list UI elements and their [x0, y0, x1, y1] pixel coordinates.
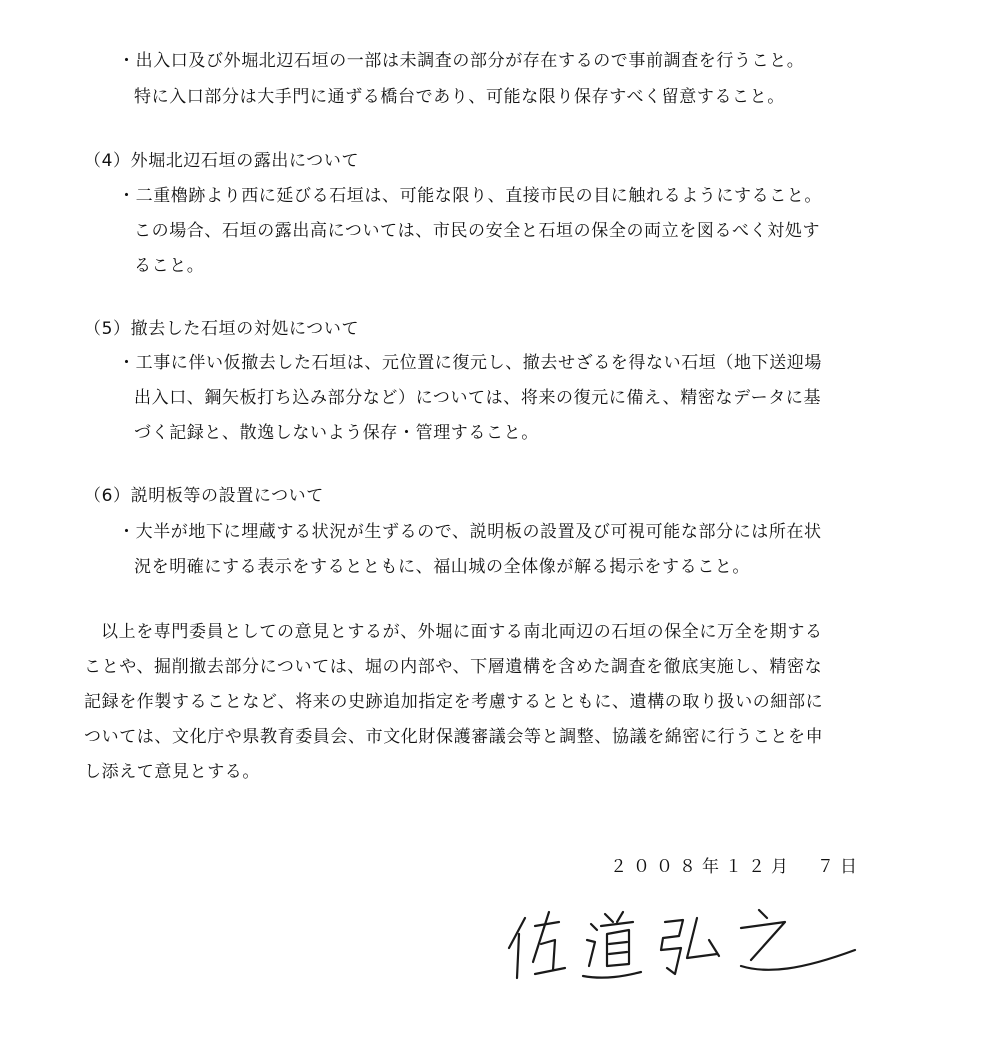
- section6-line2: 況を明確にする表示をするとともに、福山城の全体像が解る掲示をすること。: [134, 557, 750, 577]
- section5-heading: （5）撤去した石垣の対処について: [84, 319, 360, 339]
- section5-line1: ・工事に伴い仮撤去した石垣は、元位置に復元し、撤去せざるを得ない石垣（地下送迎場: [118, 353, 822, 373]
- section3-bullet-line1: ・出入口及び外堀北辺石垣の一部は未調査の部分が存在するので事前調査を行うこと。: [118, 51, 805, 71]
- section6-heading: （6）説明板等の設置について: [84, 486, 324, 506]
- section6-line1: ・大半が地下に埋蔵する状況が生ずるので、説明板の設置及び可視可能な部分には所在状: [118, 522, 822, 542]
- conclusion-line5: し添えて意見とする。: [84, 762, 260, 782]
- section5-line2: 出入口、鋼矢板打ち込み部分など）については、将来の復元に備え、精密なデータに基: [134, 388, 822, 408]
- conclusion-line1: 以上を専門委員としての意見とするが、外堀に面する南北両辺の石垣の保全に万全を期する: [101, 622, 823, 642]
- conclusion-line2: ことや、掘削撤去部分については、堀の内部や、下層遺構を含めた調査を徹底実施し、精密な: [84, 657, 823, 677]
- section3-bullet-line2: 特に入口部分は大手門に通ずる橋台であり、可能な限り保存すべく留意すること。: [134, 87, 785, 107]
- document-date: ２００８年１２月 ７日: [610, 857, 863, 877]
- conclusion-line3: 記録を作製することなど、将来の史跡追加指定を考慮するとともに、遺構の取り扱いの細部に: [84, 692, 824, 712]
- section4-line3: ること。: [134, 256, 205, 276]
- section4-line2: この場合、石垣の露出高については、市民の安全と石垣の保全の両立を図るべく対処す: [134, 221, 821, 241]
- section4-heading: （4）外堀北辺石垣の露出について: [84, 151, 360, 171]
- handwritten-signature: [495, 900, 865, 990]
- section5-line3: づく記録と、散逸しないよう保存・管理すること。: [134, 423, 539, 443]
- section4-line1: ・二重櫓跡より西に延びる石垣は、可能な限り、直接市民の目に触れるようにすること。: [118, 186, 822, 206]
- conclusion-line4: ついては、文化庁や県教育委員会、市文化財保護審議会等と調整、協議を綿密に行うことを申: [84, 727, 824, 747]
